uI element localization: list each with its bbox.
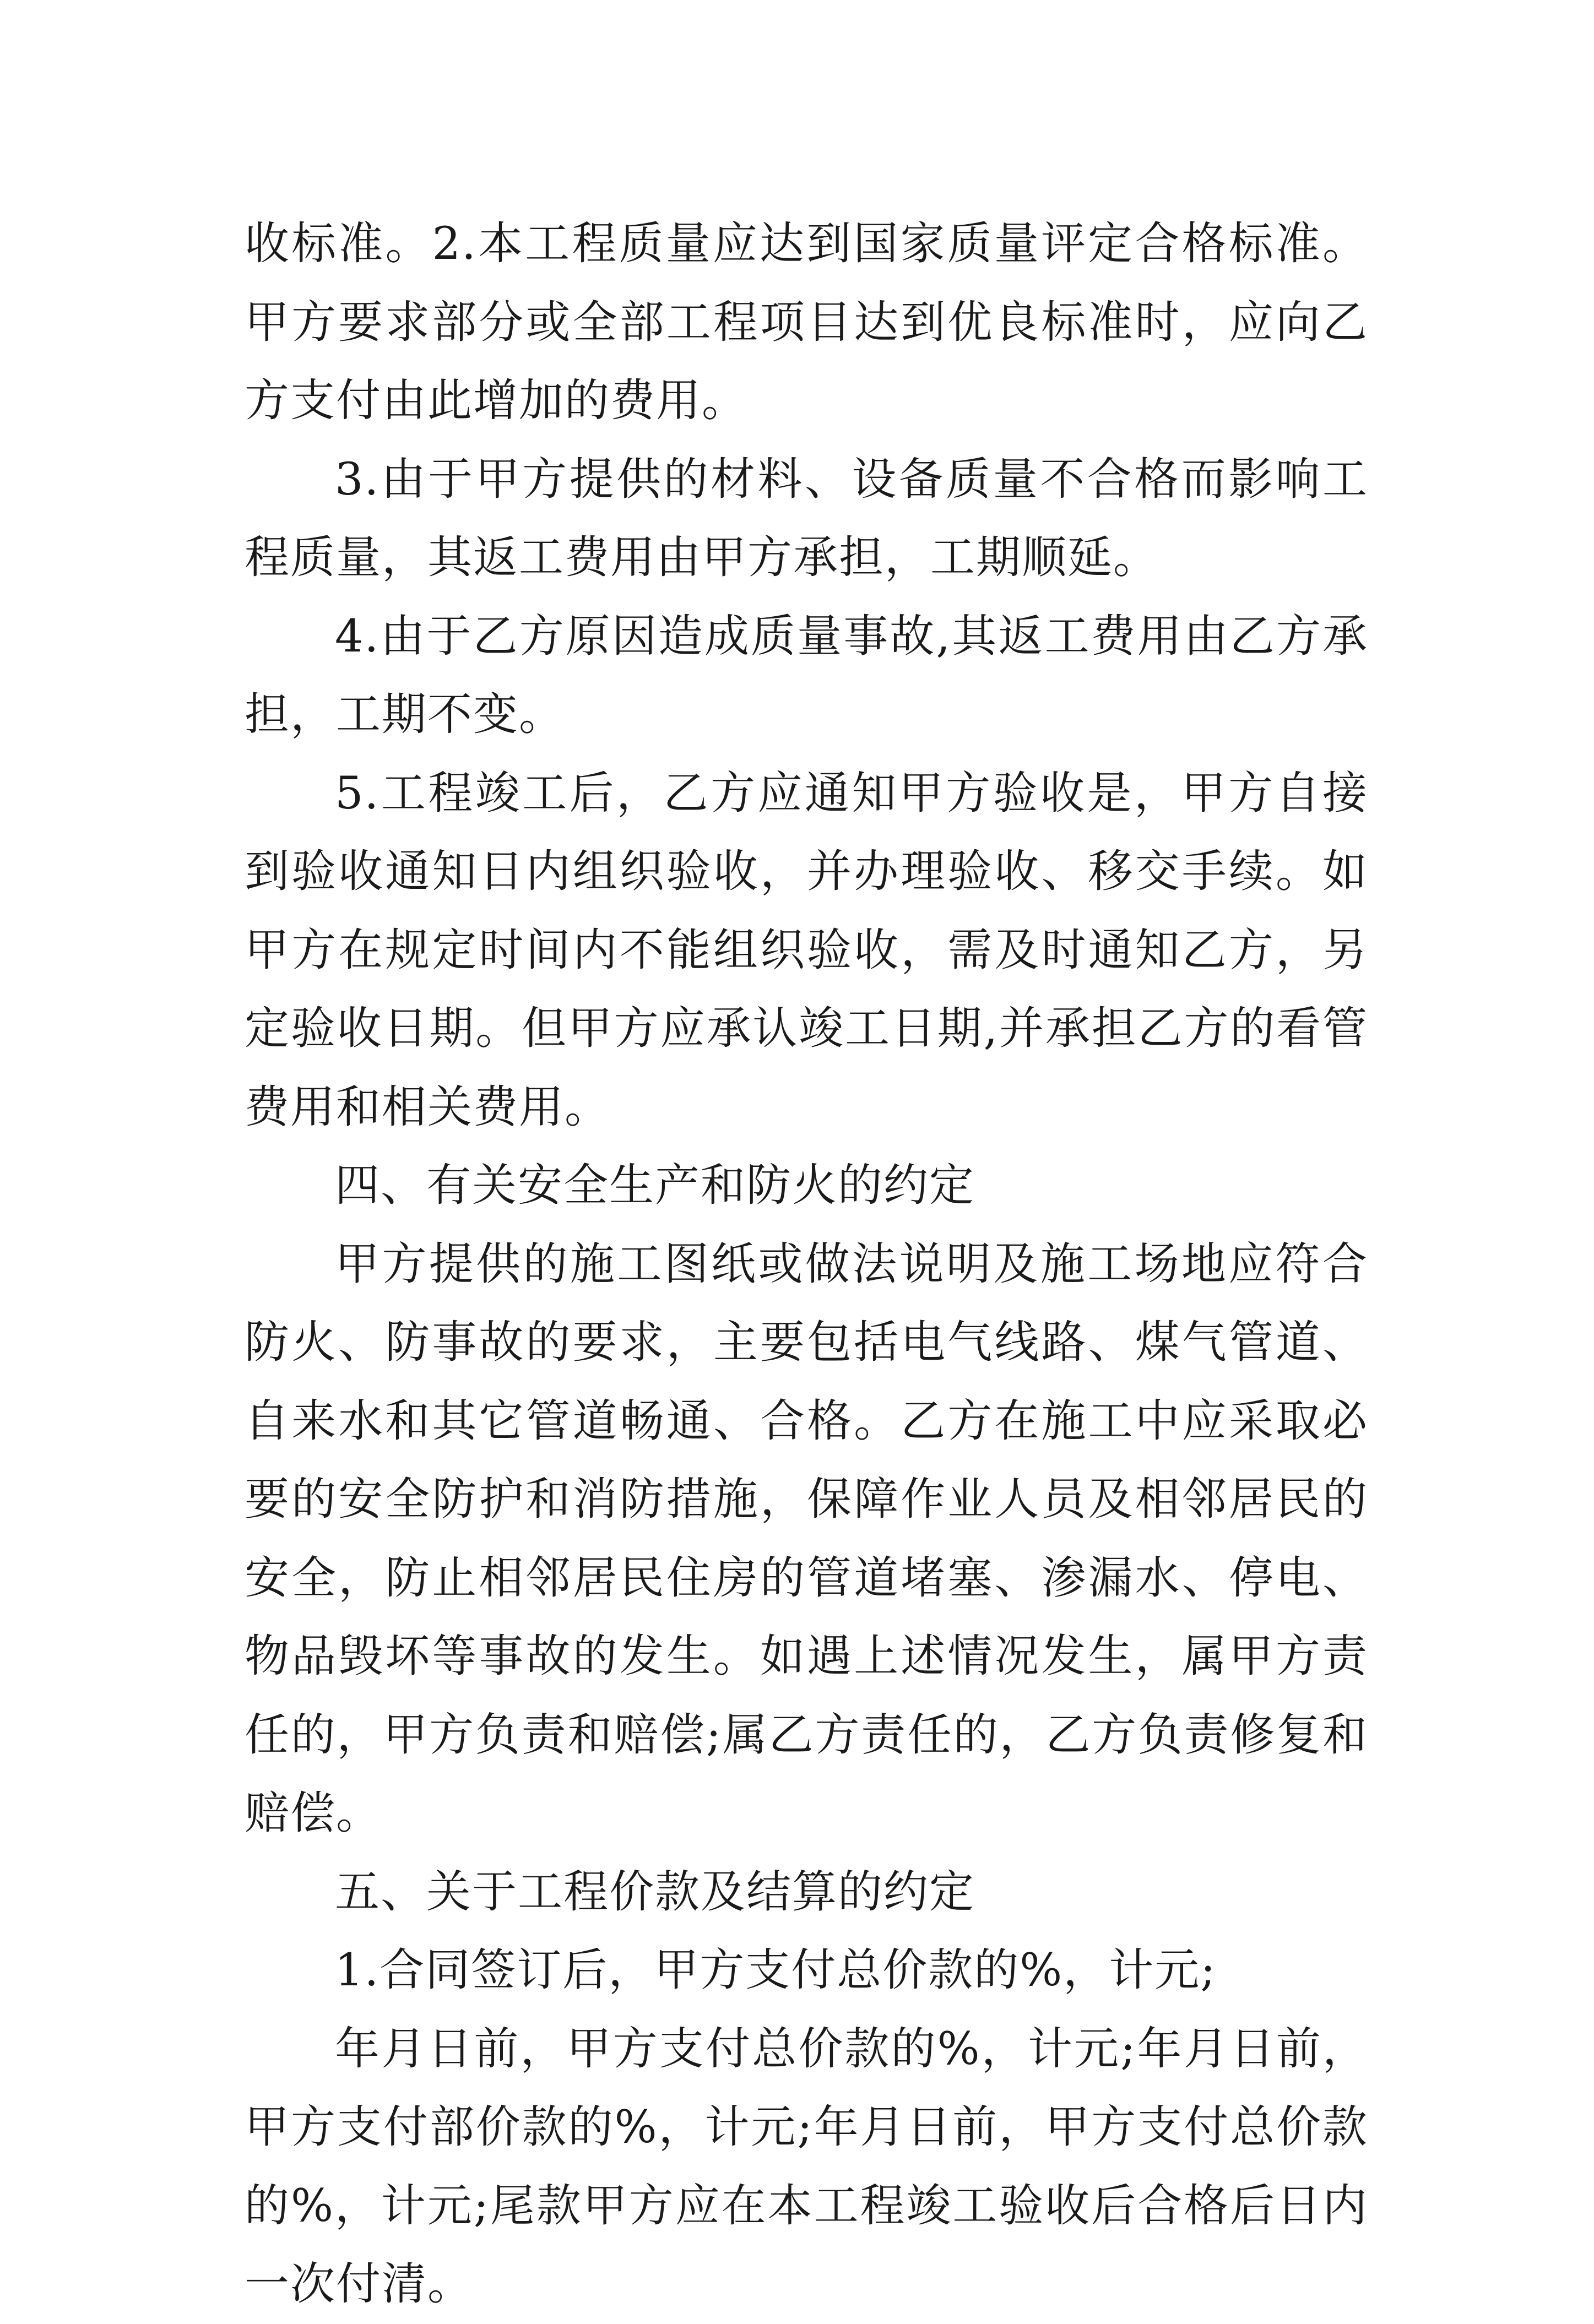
- paragraph-payment-1: 1.合同签订后，甲方支付总价款的%，计元;: [335, 1945, 1217, 1996]
- paragraph-clause-4: 4.由于乙方原因造成质量事故,其返工费用由乙方承担，工期不变。: [245, 610, 1368, 741]
- paragraph-clause-3: 3.由于甲方提供的材料、设备质量不合格而影响工程质量，其返工费用由甲方承担，工期顺延。: [245, 453, 1368, 584]
- document-body: [245, 205, 1368, 2324]
- paragraph-payment-schedule: 年月日前，甲方支付总价款的%，计元;年月日前，甲方支付部价款的%，计元;年月日前，甲方支付总价款的%，计元;尾款甲方应在本工程竣工验收后合格后日内一次付清。: [245, 2023, 1368, 2310]
- paragraph-quality-standard: 收标准。2.本工程质量应达到国家质量评定合格标准。甲方要求部分或全部工程项目达到优良标准时，应向乙方支付由此增加的费用。: [245, 218, 1368, 427]
- paragraph-clause-5: 5.工程竣工后，乙方应通知甲方验收是，甲方自接到验收通知日内组织验收，并办理验收、移交手续。如甲方在规定时间内不能组织验收，需及时通知乙方，另定验收日期。但甲方应承认竣工日期,并承担乙方的看管费用和相关费用。: [245, 767, 1368, 1133]
- paragraph-safety: 甲方提供的施工图纸或做法说明及施工场地应符合防火、防事故的要求，主要包括电气线路、煤气管道、自来水和其它管道畅通、合格。乙方在施工中应采取必要的安全防护和消防措施，保障作业人员及相邻居民的安全，防止相邻居民住房的管道堵塞、渗漏水、停电、物品毁坏等事故的发生。如遇上述情况发生，属甲方责任的，甲方负责和赔偿;属乙方责任的，乙方负责修复和赔偿。: [245, 1238, 1368, 1839]
- section-heading-safety: 四、有关安全生产和防火的约定: [335, 1160, 975, 1212]
- section-heading-payment: 五、关于工程价款及结算的约定: [335, 1866, 975, 1918]
